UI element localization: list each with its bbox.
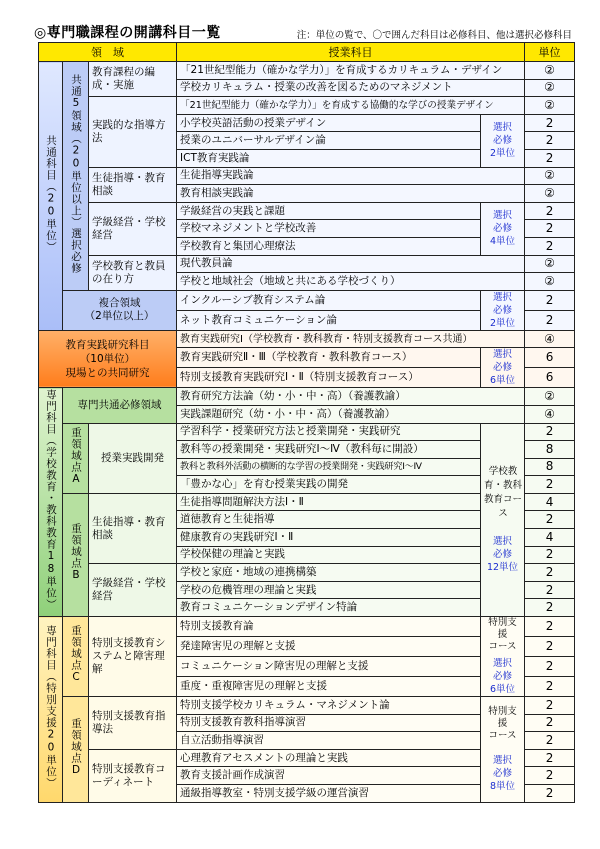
course-name: 学校マネジメントと学校改善 (177, 220, 481, 238)
course-unit: ② (525, 62, 575, 80)
table-row (39, 97, 575, 115)
course-unit: 2 (525, 220, 575, 238)
table-row (39, 202, 575, 220)
course-name: 小学校英語活動の授業デザイン (177, 114, 481, 132)
area-teaching-method: 実践的な指導方法 (89, 97, 177, 167)
table-row (39, 388, 575, 406)
header-domain: 領 域 (39, 43, 177, 62)
course-unit: ② (525, 97, 575, 115)
course-name: 教育支援計画作成演習 (177, 767, 481, 785)
table-row (39, 617, 575, 637)
course-name: 学校教育と集団心理療法 (177, 237, 481, 255)
area-curriculum: 教育課程の編成・実施 (89, 62, 177, 97)
research-group-label: 教育実践研究科目 （10単位） 現場との共同研究 (39, 330, 177, 388)
course-name: ICT教育実践論 (177, 149, 481, 167)
point-b-label: 重領域点B (63, 493, 89, 616)
course-label: 特別支援 コース (488, 705, 517, 741)
course-unit: 2 (525, 546, 575, 564)
course-table (38, 42, 575, 803)
course-unit: 2 (525, 767, 575, 785)
specialty-common-area: 専門共通必修領域 (63, 388, 177, 423)
course-unit: 2 (525, 785, 575, 803)
course-unit: ④ (525, 330, 575, 348)
course-unit: ④ (525, 405, 575, 423)
area-teacher: 学校教育と教員の在り方 (89, 255, 177, 290)
table-row (39, 290, 575, 310)
course-unit: 2 (525, 564, 575, 582)
course-unit: 2 (525, 581, 575, 599)
course-unit: 2 (525, 511, 575, 529)
course-name: 特別支援学校カリキュラム・マネジメント論 (177, 697, 481, 715)
course-name: 道徳教育と生徒指導 (177, 511, 481, 529)
specialty-group-label: 専門科目（学校教育・教科教育18単位） (39, 388, 63, 617)
course-unit: ② (525, 167, 575, 185)
header-course: 授業科目 (177, 43, 525, 62)
area-class-management: 学級経営・学校経営 (89, 202, 177, 255)
course-name: 学校保健の理論と実践 (177, 546, 481, 564)
header-unit: 単位 (525, 43, 575, 62)
course-label: 学校教育・教科教育コース (484, 466, 523, 520)
selection-note: 選択 必修 6単位 (481, 348, 525, 388)
table-row (39, 62, 575, 80)
selection-note (481, 423, 525, 617)
course-name: 学習科学・授業研究方法と授業開発・実践研究 (177, 423, 481, 441)
area-lesson-development: 授業実践開発 (89, 423, 177, 493)
course-name: 重度・重複障害児の理解と支援 (177, 677, 481, 697)
course-unit: 2 (525, 423, 575, 441)
course-name: 実践課題研究（幼・小・中・高）（養護教諭） (177, 405, 525, 423)
course-name: 教育コミュニケーションデザイン特論 (177, 599, 481, 617)
course-name: インクルーシブ教育システム論 (177, 290, 481, 310)
course-unit: 2 (525, 677, 575, 697)
table-row (39, 330, 575, 348)
area-special-method: 特別支援教育指導法 (89, 697, 177, 750)
course-name: 学校の危機管理の理論と実践 (177, 581, 481, 599)
course-unit: 2 (525, 114, 575, 132)
course-unit: 2 (525, 697, 575, 715)
selection-note (481, 697, 525, 803)
course-unit: ② (525, 79, 575, 97)
course-name: 教科等の授業開発・実践研究Ⅰ～Ⅳ（教科毎に開設） (177, 441, 481, 459)
table-row (39, 255, 575, 273)
course-name: 特別支援教育実践研究Ⅰ・Ⅱ（特別支援教育コース） (177, 368, 481, 388)
area-guidance: 生徒指導・教育相談 (89, 167, 177, 202)
course-unit: 8 (525, 458, 575, 476)
course-name: 教育実践研究Ⅰ（学校教育・教科教育・特別支援教育コース共通） (177, 330, 525, 348)
selection-note: 選択 必修 2単位 (481, 114, 525, 167)
selection-units: 選択 必修 6単位 (489, 658, 516, 696)
course-name: 特別支援教育論 (177, 617, 481, 637)
course-name: 健康教育の実践研究Ⅰ・Ⅱ (177, 529, 481, 547)
course-label: 特別支援 コース (488, 617, 517, 653)
course-name: 発達障害児の理解と支援 (177, 637, 481, 657)
course-unit: 2 (525, 149, 575, 167)
course-name: 教育相談実践論 (177, 185, 525, 203)
course-unit: 2 (525, 237, 575, 255)
course-name: 自立活動指導演習 (177, 732, 481, 750)
course-name: 教育実践研究Ⅱ・Ⅲ（学校教育・教科教育コース） (177, 348, 481, 368)
course-name: 学級経営の実践と課題 (177, 202, 481, 220)
course-name: 心理教育アセスメントの理論と実践 (177, 749, 481, 767)
course-name: 「豊かな心」を育む授業実践の開発 (177, 476, 481, 494)
course-name: 学校カリキュラム・授業の改善を図るためのマネジメント (177, 79, 525, 97)
course-name: 「21世紀型能力（確かな学力）」を育成するカリキュラム・デザイン (177, 62, 525, 80)
course-name: 授業のユニバーサルデザイン論 (177, 132, 481, 150)
course-unit: 8 (525, 441, 575, 459)
area-special-system: 特別支援教育システムと障害理解 (89, 617, 177, 697)
course-unit: 2 (525, 290, 575, 310)
course-unit: ② (525, 185, 575, 203)
course-unit: 4 (525, 529, 575, 547)
legend-note: 注：単位の覧で、〇で囲んだ科目は必修科目、他は選択必修科目 (296, 30, 572, 41)
course-name: 教科と教科外活動の横断的な学習の授業開発・実践研究Ⅰ～Ⅳ (177, 458, 481, 476)
course-unit: 2 (525, 599, 575, 617)
course-unit: 2 (525, 617, 575, 637)
area-special-coordinate: 特別支援教育コーディネート (89, 749, 177, 802)
course-name: 通級指導教室・特別支援学級の運営演習 (177, 785, 481, 803)
course-unit: 2 (525, 732, 575, 750)
table-row (39, 423, 575, 441)
selection-note: 選択 必修 2単位 (481, 290, 525, 330)
course-name: 特別支援教育教科指導演習 (177, 714, 481, 732)
course-unit: 2 (525, 657, 575, 677)
course-unit: 2 (525, 637, 575, 657)
course-name: 学校と家庭・地域の連携構築 (177, 564, 481, 582)
table-row (39, 167, 575, 185)
course-name: 学校と地域社会（地域と共にある学校づくり） (177, 273, 525, 291)
course-name: 「21世紀型能力（確かな学力）」を育成する協働的な学びの授業デザイン (177, 97, 525, 115)
point-d-label: 重領域点D (63, 697, 89, 803)
point-a-label: 重領域点A (63, 423, 89, 493)
course-name: ネット教育コミュニケーション論 (177, 310, 481, 330)
course-name: 現代教員論 (177, 255, 525, 273)
common-sub-label: 共通5領域（20単位以上）選択必修 (63, 62, 89, 291)
course-unit: 2 (525, 202, 575, 220)
course-unit: ② (525, 388, 575, 406)
table-row (39, 697, 575, 715)
point-c-label: 重領域点C (63, 617, 89, 697)
selection-units: 選択 必修 8単位 (489, 754, 516, 792)
course-unit: 6 (525, 348, 575, 368)
composite-area: 複合領域 （2単位以上） (63, 290, 177, 330)
course-name: 生徒指導実践論 (177, 167, 525, 185)
selection-units: 選択 必修 12単位 (486, 536, 519, 574)
common-group-label: 共通科目（20単位） (39, 62, 63, 331)
area-student-guidance: 生徒指導・教育相談 (89, 493, 177, 563)
course-unit: 2 (525, 714, 575, 732)
special-group-label: 専門科目（特別支援20単位） (39, 617, 63, 803)
course-unit: ② (525, 273, 575, 291)
course-unit: 2 (525, 476, 575, 494)
course-unit: 6 (525, 368, 575, 388)
header-row (39, 43, 575, 62)
course-name: コミュニケーション障害児の理解と支援 (177, 657, 481, 677)
selection-note (481, 617, 525, 697)
area-school-management: 学級経営・学校経営 (89, 564, 177, 617)
selection-note: 選択 必修 4単位 (481, 202, 525, 255)
course-name: 教育研究方法論（幼・小・中・高）（養護教諭） (177, 388, 525, 406)
course-name: 生徒指導問題解決方法Ⅰ・Ⅱ (177, 493, 481, 511)
course-unit: ② (525, 255, 575, 273)
course-unit: 2 (525, 310, 575, 330)
course-unit: 2 (525, 749, 575, 767)
course-unit: 2 (525, 132, 575, 150)
course-unit: 4 (525, 493, 575, 511)
page-title: ◎専門職課程の開講科目一覧 (34, 25, 221, 41)
